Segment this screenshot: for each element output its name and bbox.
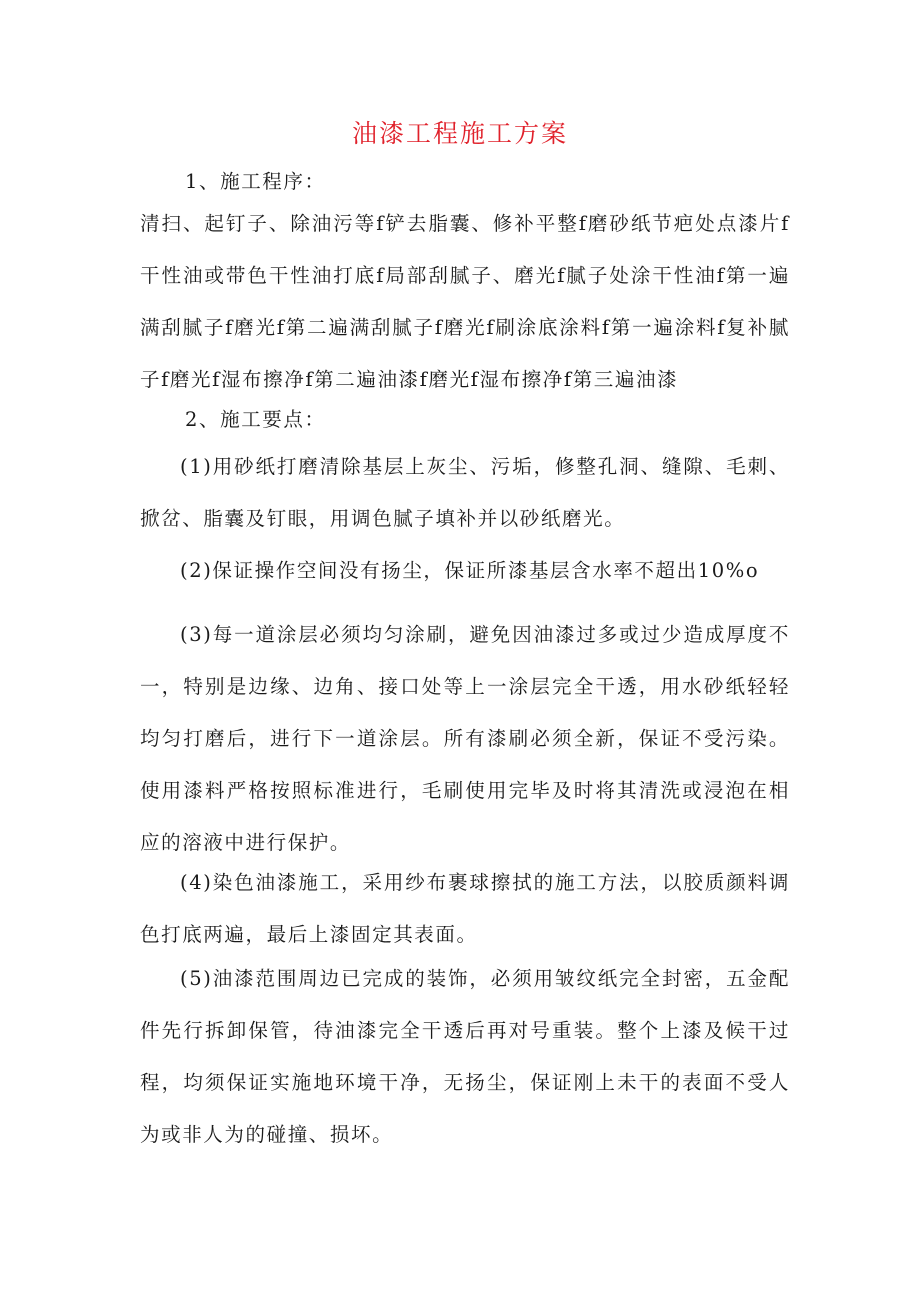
document-title: 油漆工程施工方案 (351, 119, 568, 148)
procedure-steps-paragraph: 清扫、起钉子、除油污等f铲去脂囊、修补平整f磨砂纸节疤处点漆片f干性油或带色干性油打底f局部刮腻子、磨光f腻子处涂干性油f第一遍满刮腻子f磨光f第二遍满刮腻子f磨光f刷涂底涂料f第一遍涂料f复补腻子f磨光f湿布擦净f第二遍油漆f磨光f湿布擦净f第三遍油漆 (140, 212, 790, 391)
key-point-2: (2)保证操作空间没有扬尘，保证所漆基层含水率不超出10%o (180, 559, 760, 582)
key-point-4: (4)染色油漆施工，采用纱布裹球擦拭的施工方法，以胶质颜料调色打底两遍，最后上漆固定其表面。 (140, 871, 790, 946)
key-point-1: (1)用砂纸打磨清除基层上灰尘、污垢，修整孔洞、缝隙、毛刺、掀岔、脂囊及钉眼，用调色腻子填补并以砂纸磨光。 (140, 455, 790, 530)
key-point-5: (5)油漆范围周边已完成的装饰，必须用皱纹纸完全封密，五金配件先行拆卸保管，待油漆完全干透后再对号重装。整个上漆及候干过程，均须保证实施地环境干净，无扬尘，保证刚上未干的表面不受人为或非人为的碰撞、损坏。 (140, 967, 790, 1146)
section-heading-key-points: 2、施工要点： (185, 408, 326, 431)
section-heading-procedure: 1、施工程序： (185, 170, 326, 193)
key-point-3: (3)每一道涂层必须均匀涂刷，避免因油漆过多或过少造成厚度不一，特别是边缘、边角、接口处等上一涂层完全干透，用水砂纸轻轻均匀打磨后，进行下一道涂层。所有漆刷必须全新，保证不受污染。使用漆料严格按照标准进行，毛刷使用完毕及时将其清洗或浸泡在相应的溶液中进行保护。 (140, 623, 790, 854)
